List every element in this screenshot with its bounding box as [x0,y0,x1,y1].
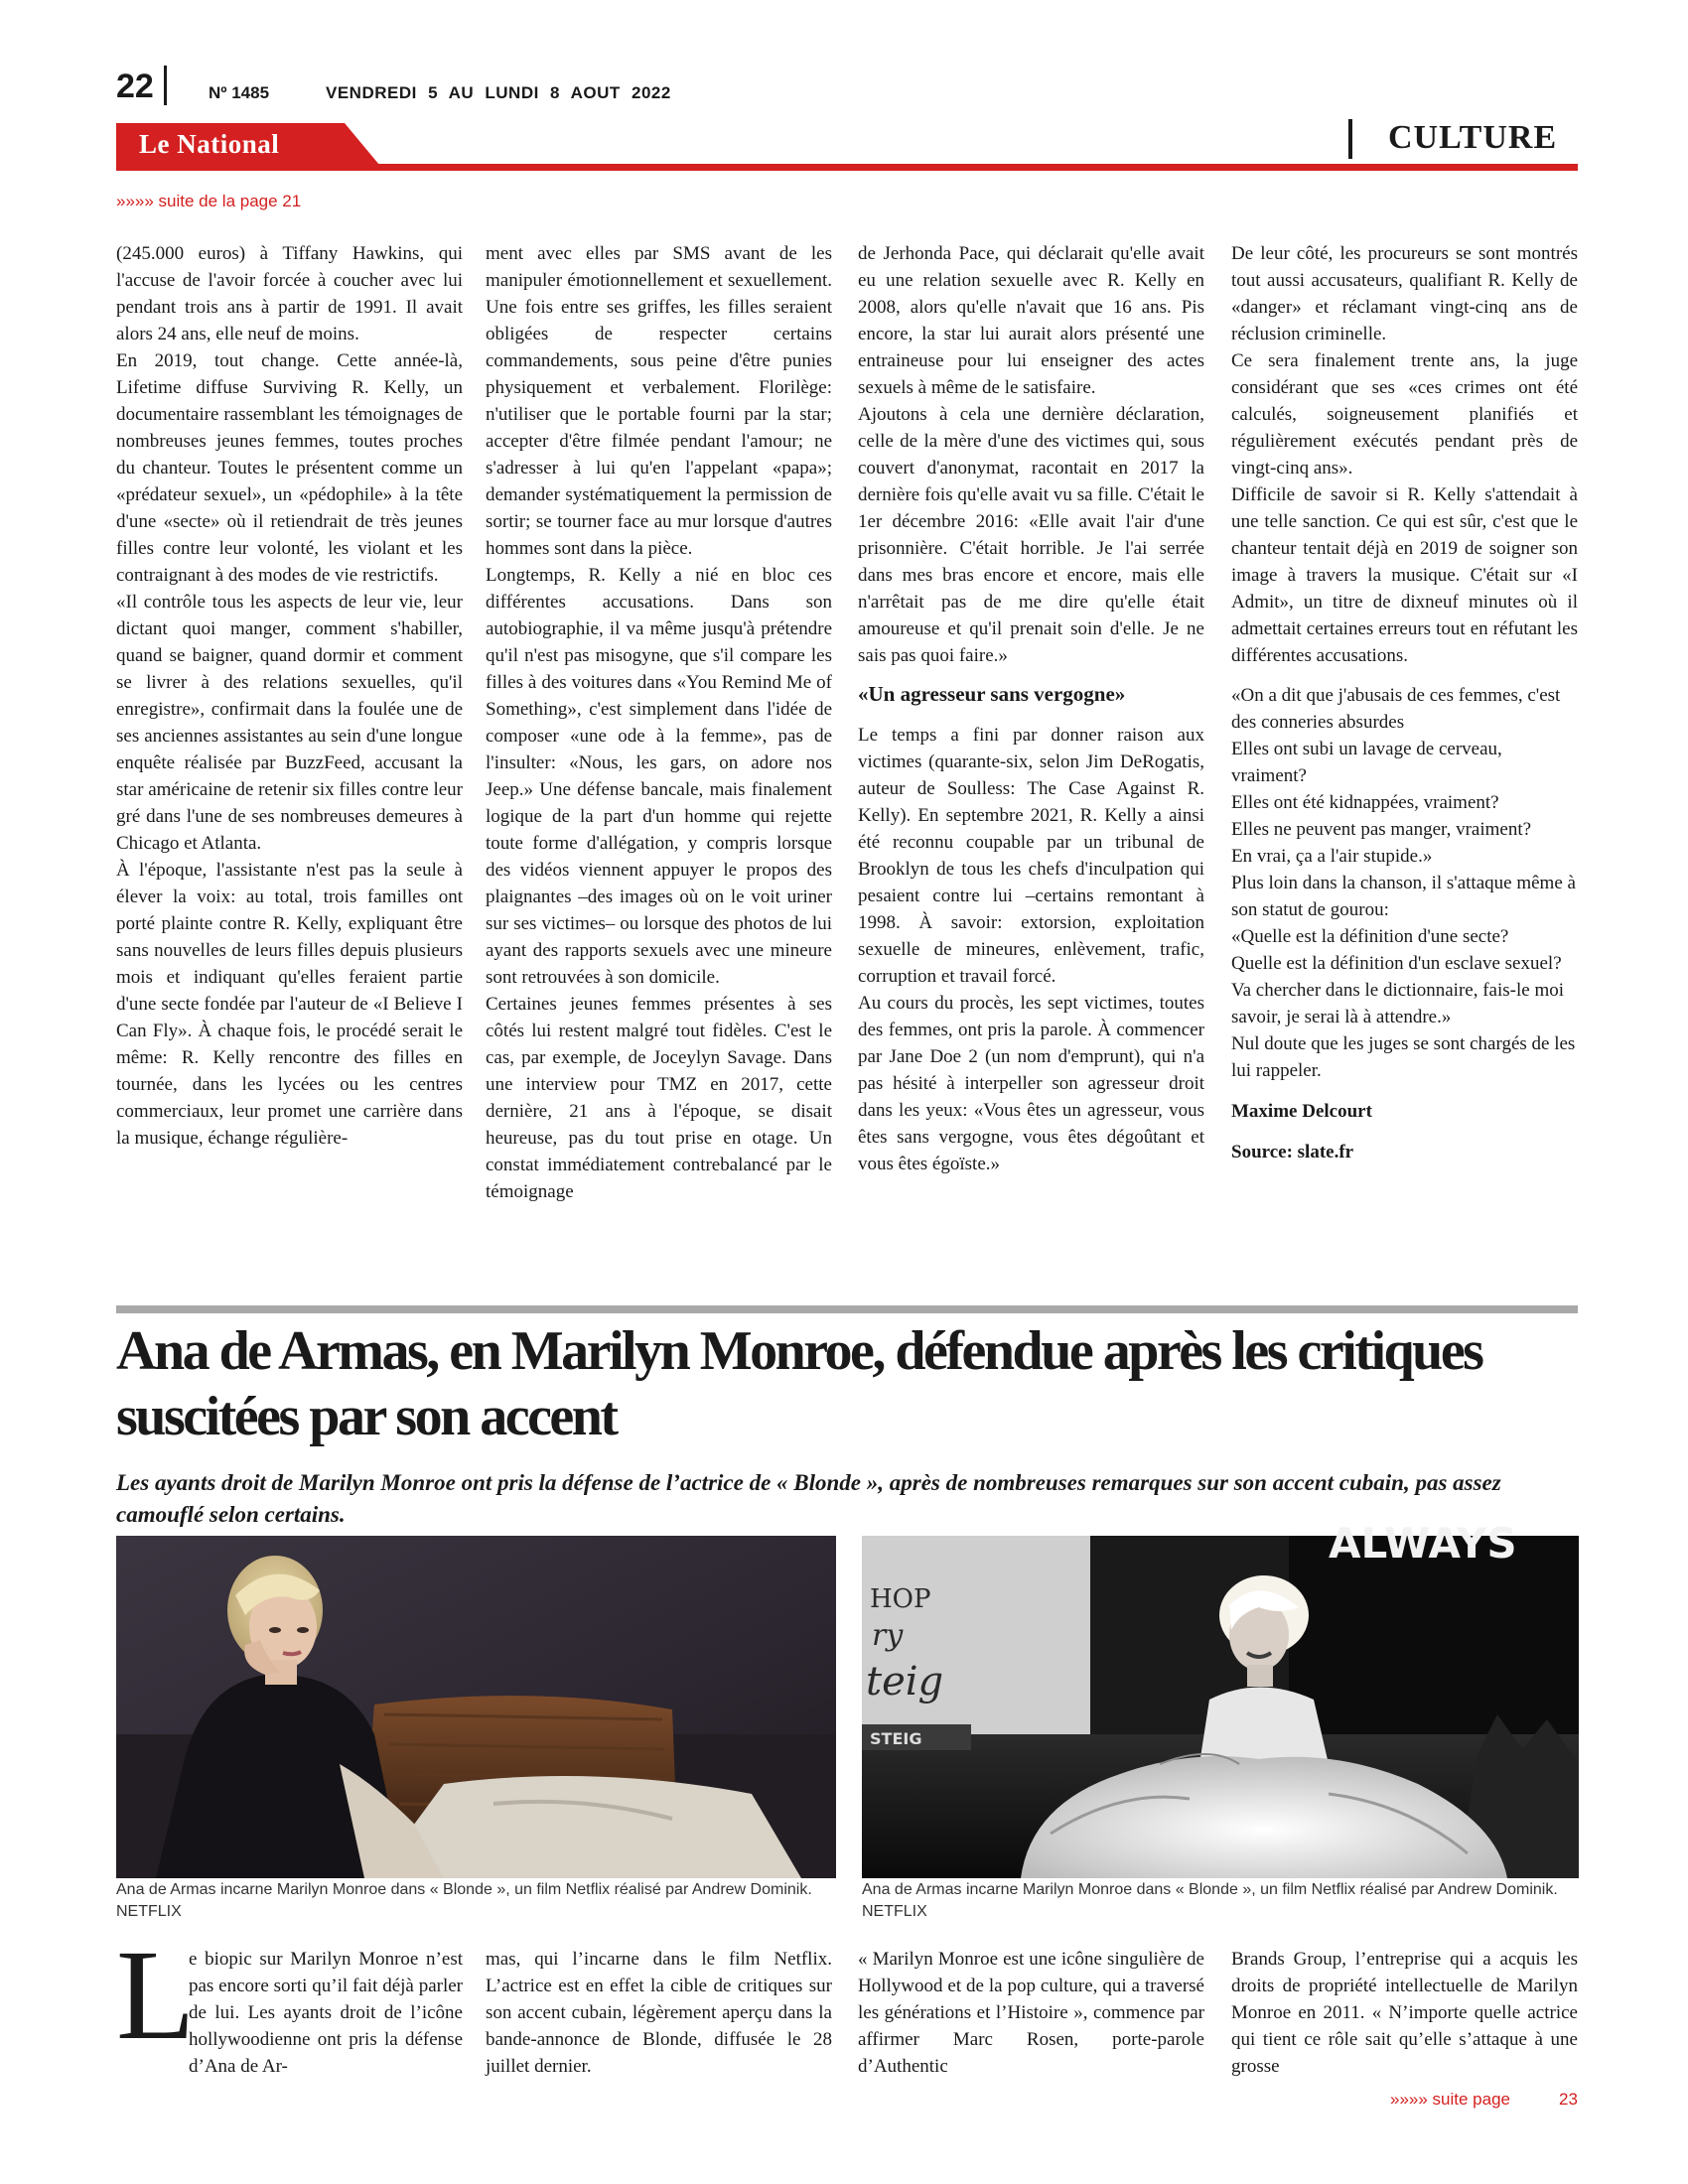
article1-column-1 [116,240,463,1291]
paragraph: Au cours du procès, les sept victimes, toutes des femmes, ont pris la parole. À commencer par Jane Doe 2 (un nom d'emprunt), qui n'a pas hésité à interpeller son agresseur droit dans les yeux: «Vous êtes un agresseur, vous êtes sans vergogne, vous êtes dégoûtant et vous êtes égoïste.» [858,993,1204,1174]
lyric-line: Quelle est la définition d'un esclave sexuel? [1231,953,1562,974]
photo-2-shop-text: ry [872,1618,904,1653]
lyric-line: «Quelle est la définition d'une secte? [1231,926,1509,947]
paragraph: Ajoutons à cela une dernière déclaration, celle de la mère d'une des victimes qui, sous couvert d'anonymat, racontait en 2017 la dernière fois qu'elle avait vu sa fille. C'était le 1er décembre 2016: «Elle avait l'air d'une prisonnière. C'était horrible. Je l'ai serrée dans mes bras encore et encore, mais elle n'arrêtait pas de me dire qu'elle était amoureuse et qu'il prenait soin d'elle. Je ne sais pas quoi faire.» [858,404,1204,666]
article1-column-3 [858,240,1204,1291]
photo-ana-de-armas-seated [116,1536,836,1878]
article2-headline: Ana de Armas, en Marilyn Monroe, défendue après les critiques suscitées par son accent [116,1320,1482,1447]
header-red-rule [116,164,1578,171]
lyric-line: Elles ont subi un lavage de cerveau, vraiment? [1231,739,1502,786]
paragraph: Nul doute que les juges se sont chargés de les lui rappeler. [1231,1033,1576,1081]
photo-marilyn-white-dress [862,1519,1579,1878]
lyric-line: Va chercher dans le dictionnaire, fais-le moi savoir, je serai là à attendre.» [1231,980,1564,1027]
paragraph: «Il contrôle tous les aspects de leur vie, leur dictant quoi manger, comment s'habiller, quand se baigner, quand dormir et comment se livrer à des relations sexuelles, qu'il enregistre», confirmait dans la foulée une de ses anciennes assistantes au sein d'une longue enquête réalisée par BuzzFeed, accusant la star américaine de retenir six filles contre leur gré dans l'une de ses nombreuses demeures à Chicago et Atlanta. [116,592,463,854]
paragraph: (245.000 euros) à Tiffany Hawkins, qui l'accuse de l'avoir forcée à coucher avec lui pendant trois ans à partir de 1991. Il avait alors 24 ans, elle neuf de moins. [116,243,463,344]
paragraph: Difficile de savoir si R. Kelly s'attendait à une telle sanction. Ce qui est sûr, c'est que le chanteur tentait déjà en 2019 de soigner son image à travers la musique. C'était sur «I Admit», un titre de dixneuf minutes où il admettait certaines erreurs tout en réfutant les différentes accusations. [1231,484,1578,666]
paragraph: Longtemps, R. Kelly a nié en bloc ces différentes accusations. Dans son autobiographie, il va même jusqu'à prétendre qu'il n'est pas misogyne, que s'il compare les filles à des voitures dans «You Remind Me of Something», c'est simplement dans l'idée de composer «une ode à la femme», pas de l'insulter: «Nous, les gars, on adore nos Jeep.» Une défense bancale, mais finalement logique de la part d'un homme qui rejette toute forme d'allégation, y compris lorsque des vidéos viennent appuyer le propos des plaignantes –des images où on le voit uriner sur ses victimes– ou lorsque des photos de lui ayant des rapports sexuels avec une mineure sont retrouvées à son domicile. [486,565,832,988]
photo-2-illustration [862,1519,1579,1878]
photo-2-sign-text: ALWAYS [1329,1519,1517,1568]
article1-column-4 [1231,240,1578,1291]
article2-column-1: e biopic sur Marilyn Monroe n’est pas encore sorti qu’il fait déjà parler de lui. Les ayants droit de l’icône hollywoodienne ont pris la défense d’Ana de Ar- [189,1949,463,2077]
photo-2-shop-text: HOP [870,1584,931,1614]
paragraph: Certaines jeunes femmes présentes à ses côtés lui restent malgré tout fidèles. C'est le cas, par exemple, de Joceylyn Savage. Dans une interview pour TMZ en 2017, cette dernière, 21 ans à l'époque, se disait heureuse, pas du tout prise en otage. Un constat immédiatement contrebalancé par le témoignage [486,994,832,1202]
issue-number: Nº 1485 [209,83,270,102]
photo-2-banner-text: STEIG [870,1729,922,1748]
paragraph: En 2019, tout change. Cette année-là, Lifetime diffuse Surviving R. Kelly, un documentaire rassemblant les témoignages de nombreuses jeunes femmes, toutes proches du chanteur. Toutes le présentent comme un «prédateur sexuel», un «pédophile» à la tête d'une «secte» où il retiendrait de très jeunes filles contre leur volonté, les violant et les contraignant à des modes de vie restrictifs. [116,350,463,586]
article1-column-2 [486,240,832,1291]
section-title: CULTURE [1388,119,1558,156]
lyric-line: Elles ont été kidnappées, vraiment? [1231,792,1499,813]
article2-column-3: « Marilyn Monroe est une icône singulière de Hollywood et de la pop culture, qui a traversé les générations et l’Histoire », commence par affirmer Marc Rosen, porte-parole d’Authentic [858,1949,1204,2077]
author-name: Maxime Delcourt [1231,1101,1372,1122]
paragraph: De leur côté, les procureurs se sont montrés tout aussi accusateurs, qualifiant R. Kelly de «danger» et réclamant vingt-cinq ans de réclusion criminelle. [1231,243,1578,344]
paragraph: Le temps a fini par donner raison aux victimes (quarante-six, selon Jim DeRogatis, auteur de Soulless: The Case Against R. Kelly). En septembre 2021, R. Kelly a ainsi été reconnu coupable par un tribunal de Brooklyn de tous les chefs d'inculpation qui pesaient contre lui –certains remontant à 1998. À savoir: extorsion, exploitation sexuelle de mineures, enlèvement, trafic, corruption et travail forcé. [858,725,1204,987]
article-divider [116,1305,1578,1313]
article2-column-2: mas, qui l’incarne dans le film Netflix. L’actrice est en effet la cible de critiques sur son accent cubain, légèrement aperçu dans la bande-annonce de Blonde, diffusée le 28 juillet dernier. [486,1949,832,2077]
photo-1-caption: Ana de Armas incarne Marilyn Monroe dans « Blonde », un film Netflix réalisé par Andrew Dominik. NETFLIX [116,1881,812,1920]
paragraph: de Jerhonda Pace, qui déclarait qu'elle avait eu une relation sexuelle avec R. Kelly en 2008, alors qu'elle n'avait que 16 ans. Pis encore, la star lui aurait alors présenté une entraineuse pour lui enseigner des actes sexuels à même de le satisfaire. [858,243,1204,398]
continued-to-link[interactable]: »»»» suite page [1390,2090,1510,2109]
page-number: 22 [116,68,154,105]
article2-column-4: Brands Group, l’entreprise qui a acquis les droits de propriété intellectuelle de Marilyn Monroe en 2011. « N’importe quelle actrice qui tient ce rôle sait qu’elle s’attaque à une grosse [1231,1949,1578,2077]
continued-from-link[interactable]: »»»» suite de la page 21 [116,192,302,210]
paragraph: À l'époque, l'assistante n'est pas la seule à élever la voix: au total, trois familles ont porté plainte contre R. Kelly, expliquant être sans nouvelles de leurs filles depuis plusieurs mois et indiquant qu'elles feraient partie d'une secte fondée par l'auteur de «I Believe I Can Fly». À chaque fois, le procédé serait le même: R. Kelly rencontre des filles en tournée, dans les lycées ou les centres commerciaux, leur promet une carrière dans la musique, échange régulière- [116,860,463,1149]
photo-2-caption: Ana de Armas incarne Marilyn Monroe dans « Blonde », un film Netflix réalisé par Andrew Dominik. NETFLIX [862,1881,1558,1920]
paragraph: ment avec elles par SMS avant de les manipuler émotionnellement et sexuellement. Une fois entre ses griffes, les filles seraient obligées de respecter certains commandements, sous peine d'être punies physiquement et verbalement. Florilège: n'utiliser que le portable fourni par la star; accepter d'être filmée pendant l'amour; ne s'adresser à lui qu'en l'appelant «papa»; demander systématiquement la permission de sortir; se tourner face au mur lorsque d'autres hommes sont dans la pièce. [486,243,832,559]
paragraph: Plus loin dans la chanson, il s'attaque même à son statut de gourou: [1231,873,1576,920]
header-separator [164,66,167,105]
continued-to-page-number[interactable]: 23 [1559,2090,1578,2109]
lyric-line: «On a dit que j'abusais de ces femmes, c'est des conneries absurdes [1231,685,1561,733]
issue-date: VENDREDI 5 AU LUNDI 8 AOUT 2022 [326,83,671,102]
section-separator [1348,119,1352,159]
paragraph: Ce sera finalement trente ans, la juge considérant que ses «ces crimes ont été calculés, soigneusement planifiés et régulièrement exécutés pendant près de vingt-cinq ans». [1231,350,1578,478]
lyric-line: En vrai, ça a l'air stupide.» [1231,846,1433,867]
spacer [1231,669,1578,682]
source-line: Source: slate.fr [1231,1142,1354,1162]
newspaper-logo: Le National [139,129,280,159]
subheading: «Un agresseur sans vergogne» [858,682,1126,706]
article2-standfirst: Les ayants droit de Marilyn Monroe ont pris la défense de l’actrice de « Blonde », après de nombreuses remarques sur son accent cubain, pas assez camouflé selon certains. [116,1470,1501,1527]
drop-cap: L [116,1924,196,2067]
lyric-line: Elles ne peuvent pas manger, vraiment? [1231,819,1532,840]
photo-1-illustration [116,1536,836,1878]
photo-2-shop-text: teig [866,1659,944,1705]
